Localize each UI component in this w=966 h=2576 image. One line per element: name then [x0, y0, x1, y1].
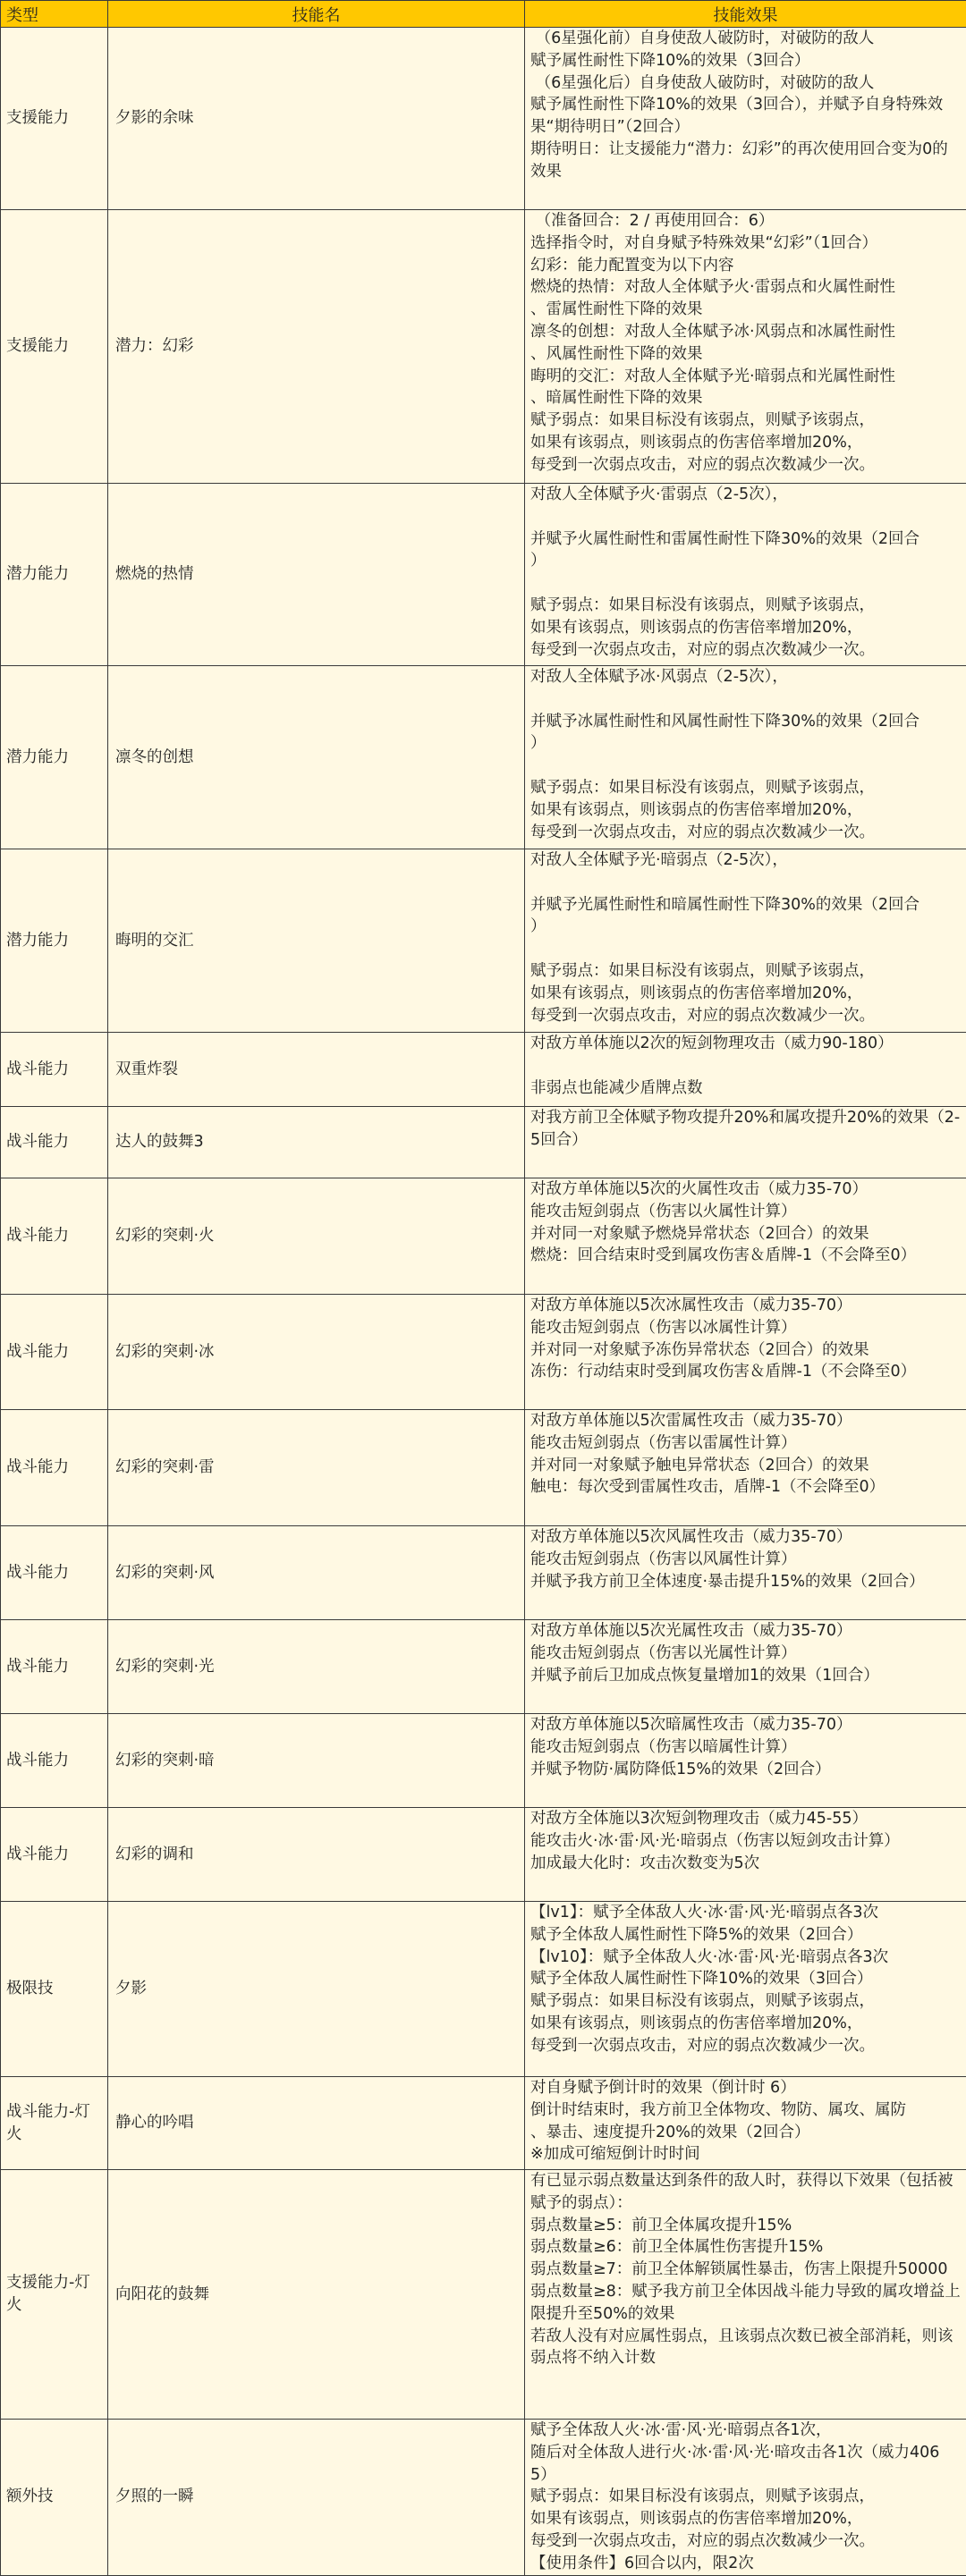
skill-table-body [1, 28, 966, 2576]
skill-type-cell: 支援能力 [1, 210, 108, 484]
skill-type-cell: 战斗能力 [1, 1620, 108, 1714]
skill-name-cell: 双重炸裂 [108, 1033, 525, 1107]
skill-effect-cell: 对敌方单体施以5次暗属性攻击（威力35-70） 能攻击短剑弱点（伤害以暗属性计算） 并赋予物防·属防降低15%的效果（2回合） [525, 1714, 966, 1808]
skill-name-cell: 幻彩的突刺·光 [108, 1620, 525, 1714]
header-row [1, 1, 966, 28]
skill-name-cell: 晦明的交汇 [108, 849, 525, 1033]
skill-type-cell: 潜力能力 [1, 849, 108, 1033]
skill-type-cell: 战斗能力 [1, 1033, 108, 1107]
skill-effect-cell: （准备回合：2 / 再使用回合：6） 选择指令时，对自身赋予特殊效果“幻彩”（1回合） 幻彩：能力配置变为以下内容 燃烧的热情：对敌人全体赋予火·雷弱点和火属性耐性 、雷属性耐性下降的效果 凛冬的创想：对敌人全体赋予冰·风弱点和冰属性耐性 、风属性耐性下降的效果 晦明的交汇：对敌人全体赋予光·暗弱点和光属性耐性 、暗属性耐性下降的效果 赋予弱点：如果目标没有该弱点，则赋予该弱点， 如果有该弱点，则该弱点的伤害倍率增加20%， 每受到一次弱点攻击，对应的弱点次数减少一次。 [525, 210, 966, 484]
skill-effect-cell: 对敌人全体赋予火·雷弱点（2-5次）， 并赋予火属性耐性和雷属性耐性下降30%的效果（2回合 ） 赋予弱点：如果目标没有该弱点，则赋予该弱点， 如果有该弱点，则该弱点的伤害倍率增加20%， 每受到一次弱点攻击，对应的弱点次数减少一次。 [525, 484, 966, 666]
table-row [1, 1178, 966, 1295]
skill-type-cell: 战斗能力 [1, 1178, 108, 1295]
skill-effect-cell: 对敌方单体施以5次冰属性攻击（威力35-70） 能攻击短剑弱点（伤害以冰属性计算） 并对同一对象赋予冻伤异常状态（2回合）的效果 冻伤：行动结束时受到属攻伤害＆盾牌-1（不会降至0） [525, 1295, 966, 1410]
table-row [1, 210, 966, 484]
skill-type-cell: 战斗能力 [1, 1808, 108, 1902]
skill-name-cell: 幻彩的突刺·风 [108, 1526, 525, 1620]
header-name: 技能名 [108, 1, 525, 28]
skill-effect-cell: 对敌人全体赋予冰·风弱点（2-5次）， 并赋予冰属性耐性和风属性耐性下降30%的效果（2回合 ） 赋予弱点：如果目标没有该弱点，则赋予该弱点， 如果有该弱点，则该弱点的伤害倍率增加20%， 每受到一次弱点攻击，对应的弱点次数减少一次。 [525, 666, 966, 849]
skill-name-cell: 幻彩的突刺·暗 [108, 1714, 525, 1808]
skill-type-cell: 极限技 [1, 1902, 108, 2077]
header-type: 类型 [1, 1, 108, 28]
skill-type-cell: 额外技 [1, 2420, 108, 2576]
table-row [1, 2420, 966, 2576]
skill-type-cell: 战斗能力 [1, 1107, 108, 1178]
skill-name-cell: 向阳花的鼓舞 [108, 2170, 525, 2420]
skill-name-cell: 幻彩的突刺·火 [108, 1178, 525, 1295]
table-row [1, 2170, 966, 2420]
skill-name-cell: 静心的吟唱 [108, 2077, 525, 2170]
skill-effect-cell: 对自身赋予倒计时的效果（倒计时 6） 倒计时结束时，我方前卫全体物攻、物防、属攻、属防 、暴击、速度提升20%的效果（2回合） ※加成可缩短倒计时时间 [525, 2077, 966, 2170]
table-row [1, 2077, 966, 2170]
skill-type-cell: 战斗能力 [1, 1295, 108, 1410]
table-row [1, 28, 966, 210]
table-row [1, 1526, 966, 1620]
skill-name-cell: 幻彩的突刺·雷 [108, 1410, 525, 1526]
skill-type-cell: 战斗能力 [1, 1410, 108, 1526]
skill-effect-cell: 对敌方单体施以5次雷属性攻击（威力35-70） 能攻击短剑弱点（伤害以雷属性计算） 并对同一对象赋予触电异常状态（2回合）的效果 触电：每次受到雷属性攻击，盾牌-1（不会降至0） [525, 1410, 966, 1526]
table-row [1, 1410, 966, 1526]
table-row [1, 849, 966, 1033]
skill-effect-cell: 对敌人全体赋予光·暗弱点（2-5次）， 并赋予光属性耐性和暗属性耐性下降30%的效果（2回合 ） 赋予弱点：如果目标没有该弱点，则赋予该弱点， 如果有该弱点，则该弱点的伤害倍率增加20%， 每受到一次弱点攻击，对应的弱点次数减少一次。 [525, 849, 966, 1033]
skill-effect-cell: 对敌方单体施以5次光属性攻击（威力35-70） 能攻击短剑弱点（伤害以光属性计算） 并赋予前后卫加成点恢复量增加1的效果（1回合） [525, 1620, 966, 1714]
skill-name-cell: 潜力：幻彩 [108, 210, 525, 484]
table-row [1, 666, 966, 849]
skill-type-cell: 支援能力 [1, 28, 108, 210]
skill-effect-cell: 对敌方单体施以5次风属性攻击（威力35-70） 能攻击短剑弱点（伤害以风属性计算） 并赋予我方前卫全体速度·暴击提升15%的效果（2回合） [525, 1526, 966, 1620]
skill-effect-cell: 对敌方单体施以5次的火属性攻击（威力35-70） 能攻击短剑弱点（伤害以火属性计算） 并对同一对象赋予燃烧异常状态（2回合）的效果 燃烧：回合结束时受到属攻伤害＆盾牌-1（不会降至0） [525, 1178, 966, 1295]
skill-type-cell: 潜力能力 [1, 666, 108, 849]
skill-type-cell: 潜力能力 [1, 484, 108, 666]
skill-name-cell: 燃烧的热情 [108, 484, 525, 666]
table-row [1, 1107, 966, 1178]
skill-effect-cell: 对敌方单体施以2次的短剑物理攻击（威力90-180） 非弱点也能减少盾牌点数 [525, 1033, 966, 1107]
header-effect: 技能效果 [525, 1, 966, 28]
table-row [1, 1902, 966, 2077]
skill-name-cell: 幻彩的调和 [108, 1808, 525, 1902]
skill-type-cell: 战斗能力 [1, 1526, 108, 1620]
table-row [1, 1033, 966, 1107]
table-row [1, 1808, 966, 1902]
table-row [1, 1295, 966, 1410]
skill-type-cell: 战斗能力 [1, 1714, 108, 1808]
skill-type-cell: 战斗能力-灯火 [1, 2077, 108, 2170]
skill-name-cell: 夕影的余味 [108, 28, 525, 210]
skill-name-cell: 达人的鼓舞3 [108, 1107, 525, 1178]
skill-effect-cell: 【lv1】：赋予全体敌人火·冰·雷·风·光·暗弱点各3次 赋予全体敌人属性耐性下降5%的效果（2回合） 【lv10】：赋予全体敌人火·冰·雷·风·光·暗弱点各3次 赋予全体敌人属性耐性下降10%的效果（3回合） 赋予弱点：如果目标没有该弱点，则赋予该弱点， 如果有该弱点，则该弱点的伤害倍率增加20%， 每受到一次弱点攻击，对应的弱点次数减少一次。 [525, 1902, 966, 2077]
skill-type-cell: 支援能力-灯火 [1, 2170, 108, 2420]
skill-effect-cell: 对敌方全体施以3次短剑物理攻击（威力45-55） 能攻击火·冰·雷·风·光·暗弱点（伤害以短剑攻击计算） 加成最大化时：攻击次数变为5次 [525, 1808, 966, 1902]
skill-name-cell: 夕照的一瞬 [108, 2420, 525, 2576]
skill-name-cell: 夕影 [108, 1902, 525, 2077]
table-row [1, 1714, 966, 1808]
skill-effect-cell: 对我方前卫全体赋予物攻提升20%和属攻提升20%的效果（2-5回合） [525, 1107, 966, 1178]
table-row [1, 1620, 966, 1714]
table-row [1, 484, 966, 666]
skill-effect-cell: 有已显示弱点数量达到条件的敌人时，获得以下效果（包括被赋予的弱点）： 弱点数量≥5：前卫全体属攻提升15% 弱点数量≥6：前卫全体属性伤害提升15% 弱点数量≥7：前卫全体解锁属性暴击，伤害上限提升50000 弱点数量≥8：赋予我方前卫全体因战斗能力导致的属攻增益上限提升至50%的效果 若敌人没有对应属性弱点，且该弱点次数已被全部消耗，则该弱点将不纳入计数 [525, 2170, 966, 2420]
skill-effect-cell: 赋予全体敌人火·冰·雷·风·光·暗弱点各1次， 随后对全体敌人进行火·冰·雷·风·光·暗攻击各1次（威力4065） 赋予弱点：如果目标没有该弱点，则赋予该弱点， 如果有该弱点，则该弱点的伤害倍率增加20%， 每受到一次弱点攻击，对应的弱点次数减少一次。 【使用条件】6回合以内，限2次 [525, 2420, 966, 2576]
skill-name-cell: 凛冬的创想 [108, 666, 525, 849]
skill-name-cell: 幻彩的突刺·冰 [108, 1295, 525, 1410]
skill-effect-cell: （6星强化前）自身使敌人破防时，对破防的敌人 赋予属性耐性下降10%的效果（3回合） （6星强化后）自身使敌人破防时，对破防的敌人 赋予属性耐性下降10%的效果（3回合），并赋予自身特殊效果“期待明日”（2回合） 期待明日：让支援能力“潜力：幻彩”的再次使用回合变为0的效果 [525, 28, 966, 210]
